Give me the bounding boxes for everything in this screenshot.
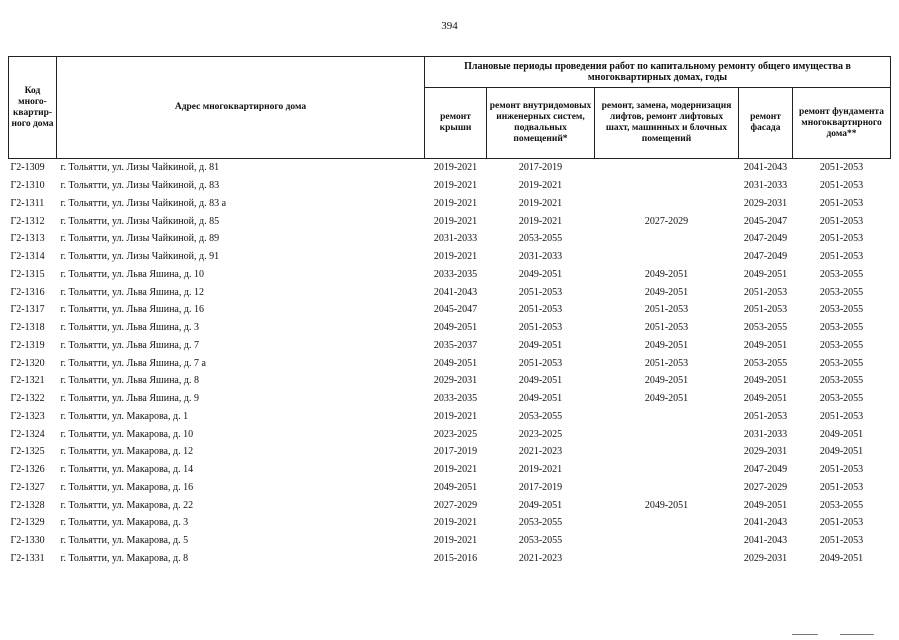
cell-roof: 2019-2021 xyxy=(433,535,478,547)
cell-address: г. Тольятти, ул. Макарова, д. 22 xyxy=(60,499,194,511)
header-planned-periods: Плановые периоды проведения работ по капитальному ремонту общего имущества в многоквартирных домах, годы xyxy=(425,57,891,88)
table-row xyxy=(9,479,891,497)
cell-lifts xyxy=(595,443,739,461)
cell-address: г. Тольятти, ул. Лизы Чайкиной, д. 81 xyxy=(60,162,220,174)
table-row xyxy=(9,532,891,550)
cell-lifts xyxy=(595,177,739,195)
cell-systems: 2049-2051 xyxy=(518,499,563,511)
cell-roof: 2019-2021 xyxy=(433,464,478,476)
cell-systems: 2049-2051 xyxy=(518,268,563,280)
cell-address: г. Тольятти, ул. Макарова, д. 14 xyxy=(60,464,194,476)
cell-code: Г2-1321 xyxy=(10,375,45,387)
cell-facade: 2029-2031 xyxy=(743,197,788,209)
cell-address: г. Тольятти, ул. Макарова, д. 12 xyxy=(60,446,194,458)
cell-code: Г2-1324 xyxy=(10,428,45,440)
cell-facade: 2031-2033 xyxy=(743,428,788,440)
cell-facade: 2051-2053 xyxy=(743,304,788,316)
cell-systems: 2023-2025 xyxy=(518,428,563,440)
cell-lifts xyxy=(595,514,739,532)
cell-foundation: 2053-2055 xyxy=(819,339,864,351)
cell-address: г. Тольятти, ул. Макарова, д. 8 xyxy=(60,552,189,564)
header-address: Адрес многоквартирного дома xyxy=(57,57,425,159)
cell-lifts xyxy=(595,425,739,443)
cell-address: г. Тольятти, ул. Макарова, д. 3 xyxy=(60,517,189,529)
cell-roof: 2033-2035 xyxy=(433,268,478,280)
cell-code: Г2-1312 xyxy=(10,215,45,227)
cell-systems: 2053-2055 xyxy=(518,517,563,529)
cell-foundation: 2051-2053 xyxy=(819,464,864,476)
cell-roof: 2035-2037 xyxy=(433,339,478,351)
table-row xyxy=(9,408,891,426)
cell-foundation: 2053-2055 xyxy=(819,268,864,280)
cell-lifts: 2051-2053 xyxy=(644,304,689,316)
cell-foundation: 2053-2055 xyxy=(819,286,864,298)
cell-systems: 2051-2053 xyxy=(518,322,563,334)
cell-code: Г2-1318 xyxy=(10,322,45,334)
cell-code: Г2-1326 xyxy=(10,464,45,476)
cell-lifts xyxy=(595,248,739,266)
cell-address: г. Тольятти, ул. Макарова, д. 5 xyxy=(60,535,189,547)
table-row xyxy=(9,195,891,213)
cell-systems: 2053-2055 xyxy=(518,535,563,547)
table-row xyxy=(9,425,891,443)
cell-address: г. Тольятти, ул. Льва Яшина, д. 16 xyxy=(60,304,204,316)
cell-code: Г2-1328 xyxy=(10,499,45,511)
cell-lifts xyxy=(595,195,739,213)
cell-code: Г2-1329 xyxy=(10,517,45,529)
cell-code: Г2-1327 xyxy=(10,481,45,493)
cell-systems: 2051-2053 xyxy=(518,286,563,298)
cell-address: г. Тольятти, ул. Льва Яшина, д. 12 xyxy=(60,286,204,298)
scan-mark xyxy=(792,634,818,635)
cell-code: Г2-1313 xyxy=(10,233,45,245)
cell-facade: 2041-2043 xyxy=(743,517,788,529)
cell-roof: 2041-2043 xyxy=(433,286,478,298)
cell-address: г. Тольятти, ул. Льва Яшина, д. 7 xyxy=(60,339,199,351)
table-row xyxy=(9,550,891,568)
table-row xyxy=(9,212,891,230)
cell-foundation: 2049-2051 xyxy=(819,428,864,440)
cell-roof: 2023-2025 xyxy=(433,428,478,440)
cell-code: Г2-1315 xyxy=(10,268,45,280)
cell-lifts xyxy=(595,159,739,177)
cell-lifts xyxy=(595,479,739,497)
cell-roof: 2019-2021 xyxy=(433,251,478,263)
cell-facade: 2049-2051 xyxy=(743,393,788,405)
page-number: 394 xyxy=(441,20,458,32)
cell-address: г. Тольятти, ул. Макарова, д. 10 xyxy=(60,428,194,440)
cell-foundation: 2051-2053 xyxy=(819,233,864,245)
cell-address: г. Тольятти, ул. Макарова, д. 1 xyxy=(60,410,189,422)
cell-roof: 2019-2021 xyxy=(433,215,478,227)
cell-facade: 2051-2053 xyxy=(743,286,788,298)
cell-facade: 2047-2049 xyxy=(743,464,788,476)
cell-code: Г2-1317 xyxy=(10,304,45,316)
cell-code: Г2-1319 xyxy=(10,339,45,351)
cell-lifts: 2051-2053 xyxy=(644,357,689,369)
cell-systems: 2019-2021 xyxy=(518,215,563,227)
cell-systems: 2051-2053 xyxy=(518,357,563,369)
cell-roof: 2027-2029 xyxy=(433,499,478,511)
cell-facade: 2047-2049 xyxy=(743,233,788,245)
cell-roof: 2019-2021 xyxy=(433,517,478,529)
table-row xyxy=(9,372,891,390)
table-row xyxy=(9,354,891,372)
cell-address: г. Тольятти, ул. Льва Яшина, д. 9 xyxy=(60,393,199,405)
cell-systems: 2049-2051 xyxy=(518,339,563,351)
cell-lifts: 2027-2029 xyxy=(644,215,689,227)
cell-roof: 2033-2035 xyxy=(433,393,478,405)
cell-code: Г2-1330 xyxy=(10,535,45,547)
table-row xyxy=(9,443,891,461)
cell-lifts xyxy=(595,532,739,550)
cell-facade: 2029-2031 xyxy=(743,446,788,458)
cell-code: Г2-1316 xyxy=(10,286,45,298)
cell-address: г. Тольятти, ул. Льва Яшина, д. 3 xyxy=(60,322,199,334)
cell-address: г. Тольятти, ул. Льва Яшина, д. 10 xyxy=(60,268,204,280)
cell-foundation: 2051-2053 xyxy=(819,535,864,547)
cell-foundation: 2053-2055 xyxy=(819,375,864,387)
cell-roof: 2019-2021 xyxy=(433,197,478,209)
cell-facade: 2027-2029 xyxy=(743,481,788,493)
table-row xyxy=(9,514,891,532)
cell-facade: 2031-2033 xyxy=(743,180,788,192)
cell-facade: 2053-2055 xyxy=(743,322,788,334)
cell-systems: 2051-2053 xyxy=(518,304,563,316)
table-row xyxy=(9,496,891,514)
cell-systems: 2021-2023 xyxy=(518,446,563,458)
cell-facade: 2049-2051 xyxy=(743,499,788,511)
cell-systems: 2049-2051 xyxy=(518,375,563,387)
table-row xyxy=(9,266,891,284)
cell-facade: 2047-2049 xyxy=(743,251,788,263)
cell-facade: 2045-2047 xyxy=(743,215,788,227)
cell-roof: 2045-2047 xyxy=(433,304,478,316)
table-row xyxy=(9,159,891,177)
cell-facade: 2041-2043 xyxy=(743,535,788,547)
cell-code: Г2-1309 xyxy=(10,162,45,174)
header-foundation: ремонт фундамента многоквартирного дома** xyxy=(793,88,891,159)
cell-systems: 2019-2021 xyxy=(518,197,563,209)
table-row xyxy=(9,301,891,319)
cell-facade: 2051-2053 xyxy=(743,410,788,422)
cell-address: г. Тольятти, ул. Лизы Чайкиной, д. 85 xyxy=(60,215,220,227)
cell-foundation: 2051-2053 xyxy=(819,197,864,209)
cell-address: г. Тольятти, ул. Лизы Чайкиной, д. 83 xyxy=(60,180,220,192)
cell-systems: 2049-2051 xyxy=(518,393,563,405)
cell-code: Г2-1323 xyxy=(10,410,45,422)
cell-roof: 2019-2021 xyxy=(433,410,478,422)
cell-roof: 2019-2021 xyxy=(433,162,478,174)
cell-foundation: 2051-2053 xyxy=(819,162,864,174)
cell-roof: 2019-2021 xyxy=(433,180,478,192)
cell-systems: 2017-2019 xyxy=(518,481,563,493)
cell-roof: 2049-2051 xyxy=(433,357,478,369)
cell-lifts: 2049-2051 xyxy=(644,375,689,387)
cell-lifts xyxy=(595,230,739,248)
cell-address: г. Тольятти, ул. Лизы Чайкиной, д. 83 а xyxy=(60,197,227,209)
cell-lifts: 2049-2051 xyxy=(644,268,689,280)
cell-foundation: 2051-2053 xyxy=(819,481,864,493)
table-body xyxy=(9,159,891,568)
cell-code: Г2-1331 xyxy=(10,552,45,564)
cell-facade: 2049-2051 xyxy=(743,375,788,387)
cell-lifts xyxy=(595,408,739,426)
cell-systems: 2021-2023 xyxy=(518,552,563,564)
cell-foundation: 2051-2053 xyxy=(819,251,864,263)
cell-lifts: 2049-2051 xyxy=(644,393,689,405)
scan-mark xyxy=(840,634,874,635)
cell-lifts xyxy=(595,550,739,568)
cell-systems: 2053-2055 xyxy=(518,410,563,422)
cell-lifts: 2051-2053 xyxy=(644,322,689,334)
table-row xyxy=(9,177,891,195)
cell-code: Г2-1311 xyxy=(10,197,45,209)
cell-address: г. Тольятти, ул. Льва Яшина, д. 8 xyxy=(60,375,199,387)
cell-code: Г2-1310 xyxy=(10,180,45,192)
header-code: Код много-квартир-ного дома xyxy=(9,57,57,159)
cell-code: Г2-1322 xyxy=(10,393,45,405)
cell-roof: 2015-2016 xyxy=(433,552,478,564)
cell-foundation: 2051-2053 xyxy=(819,410,864,422)
cell-foundation: 2053-2055 xyxy=(819,393,864,405)
cell-foundation: 2053-2055 xyxy=(819,322,864,334)
cell-code: Г2-1320 xyxy=(10,357,45,369)
cell-lifts: 2049-2051 xyxy=(644,286,689,298)
cell-roof: 2017-2019 xyxy=(433,446,478,458)
cell-address: г. Тольятти, ул. Лизы Чайкиной, д. 89 xyxy=(60,233,220,245)
capital-repair-table xyxy=(8,56,891,567)
cell-roof: 2049-2051 xyxy=(433,481,478,493)
cell-address: г. Тольятти, ул. Макарова, д. 16 xyxy=(60,481,194,493)
cell-foundation: 2049-2051 xyxy=(819,446,864,458)
cell-foundation: 2051-2053 xyxy=(819,517,864,529)
header-lifts: ремонт, замена, модернизация лифтов, ремонт лифтовых шахт, машинных и блочных помещений xyxy=(595,88,739,159)
cell-roof: 2031-2033 xyxy=(433,233,478,245)
cell-systems: 2019-2021 xyxy=(518,180,563,192)
table-row xyxy=(9,337,891,355)
cell-facade: 2049-2051 xyxy=(743,268,788,280)
cell-systems: 2053-2055 xyxy=(518,233,563,245)
cell-lifts: 2049-2051 xyxy=(644,499,689,511)
cell-foundation: 2049-2051 xyxy=(819,552,864,564)
cell-facade: 2041-2043 xyxy=(743,162,788,174)
table-row xyxy=(9,248,891,266)
table-row xyxy=(9,283,891,301)
cell-foundation: 2053-2055 xyxy=(819,357,864,369)
cell-address: г. Тольятти, ул. Льва Яшина, д. 7 а xyxy=(60,357,206,369)
cell-facade: 2029-2031 xyxy=(743,552,788,564)
header-roof: ремонт крыши xyxy=(425,88,487,159)
header-facade: ремонт фасада xyxy=(739,88,793,159)
cell-foundation: 2051-2053 xyxy=(819,215,864,227)
table-row xyxy=(9,230,891,248)
cell-lifts xyxy=(595,461,739,479)
cell-roof: 2029-2031 xyxy=(433,375,478,387)
cell-roof: 2049-2051 xyxy=(433,322,478,334)
table-row xyxy=(9,390,891,408)
cell-systems: 2031-2033 xyxy=(518,251,563,263)
cell-foundation: 2053-2055 xyxy=(819,304,864,316)
cell-lifts: 2049-2051 xyxy=(644,339,689,351)
cell-address: г. Тольятти, ул. Лизы Чайкиной, д. 91 xyxy=(60,251,220,263)
header-systems: ремонт внутридомовых инженерных систем, подвальных помещений* xyxy=(487,88,595,159)
cell-foundation: 2053-2055 xyxy=(819,499,864,511)
table-row xyxy=(9,461,891,479)
cell-systems: 2019-2021 xyxy=(518,464,563,476)
cell-facade: 2049-2051 xyxy=(743,339,788,351)
cell-systems: 2017-2019 xyxy=(518,162,563,174)
cell-facade: 2053-2055 xyxy=(743,357,788,369)
cell-code: Г2-1314 xyxy=(10,251,45,263)
cell-foundation: 2051-2053 xyxy=(819,180,864,192)
cell-code: Г2-1325 xyxy=(10,446,45,458)
table-row xyxy=(9,319,891,337)
